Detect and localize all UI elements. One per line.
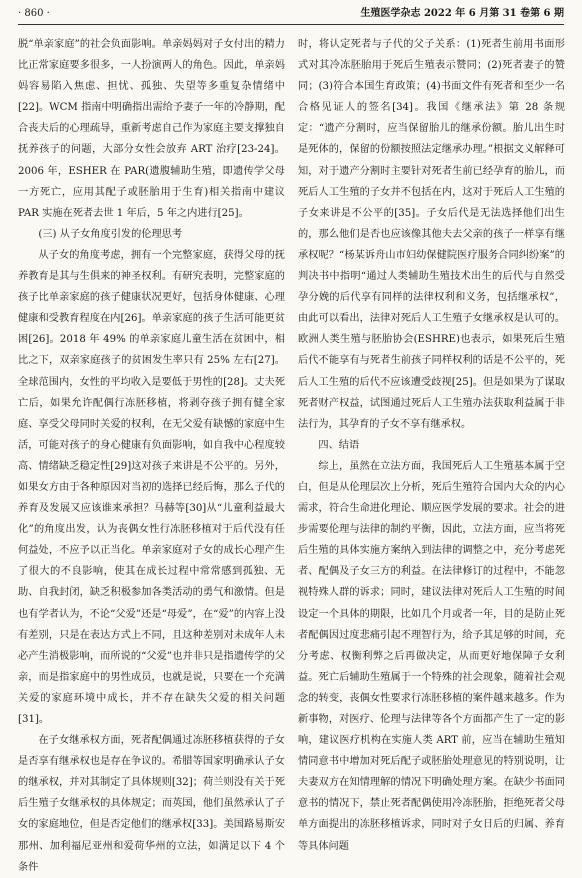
paragraph: 脱“单亲家庭”的社会负面影响。单亲妈妈对子女付出的精力比正常家庭要多很多，一人扮演两人的角色。因此，单亲妈妈容易陷入焦虑、担忧、孤独、失望等多重复杂情绪中[22]。WCM 指南中明确指出需给予妻子一年的冷静期，配合丧夫后的心理疏导，重新考虑自己作为家庭主要支撑独自抚养孩子的问题，大部分女性会放弃 ART 治疗[23-24]。2006 年，ESHER 在 PAR(遗腹辅助生殖，即遗传学父母一方死亡，应用其配子或胚胎用于生育)相关指南中建议 PAR 实施在死者去世 1 年后，5 年之内进行[25]。 xyxy=(18,39,285,219)
paragraph: 时，将认定死者与子代的父子关系：(1)死者生前用书面形式对其冷冻胚胎用于死后生殖表示赞同；(2)死者妻子的赞同；(3)符合本国生育政策；(4)书面文件有死者和至少一名合格见证人的签名[34]。我国《继承法》第 28 条规定：“遗产分割时，应当保留胎儿的继承份额。胎儿出生时是死体的，保留的份额按照法定继承办理。”根据文义解释可知，对于遗产分割时主要针对死者生前已经孕育的胎儿，而死后人工生殖的子女并不包括在内，这对于死后人工生殖的子女来讲是不公平的[35]。子女后代是无法选择他们出生的，那么他们是否也应该像其他夫去父亲的孩子一样享有继承权呢？“杨某诉舟山市妇幼保健院医疗服务合同纠纷案”的判决书中指明“通过人类辅助生殖技术出生的后代与自然受孕分娩的后代享有同样的法律权利和义务，包括继承权”，由此可以看出，法律对死后人工生殖子女继承权是认可的。欧洲人类生殖与胚胎协会(ESHRE)也表示，如果死后生殖后代不能享有与死者生前孩子同样权利的话是不公平的，死后人工生殖的后代不应该遭受歧视[25]。但是如果为了谋取死者财产权益，试图通过死后人工生殖办法获取利益属于非法行为，其孕育的子女不享有继承权。 xyxy=(298,39,565,430)
right-column xyxy=(298,34,565,857)
journal-info: 生殖医学杂志 2022 年 6 月第 31 卷第 6 期 xyxy=(360,8,564,19)
section-heading: (三) 从子女角度引发的伦理思考 xyxy=(38,228,183,240)
page-number: · 860 · xyxy=(18,8,50,19)
paragraph: 综上，虽然在立法方面，我国死后人工生殖基本属于空白，但是从伦理层次上分析，死后生殖符合国内大众的内心需求，符合生命进化理论、顺应医学发展的要求。社会的进步需要伦理与法律的制约平衡，因此，立法方面，应当将死后生殖的具体实施方案纳入到法律的调整之中，充分考虑死者、配偶及子女三方的利益。在法律修订的过程中，不能忽视特殊人群的诉求；同时，建议法律对死后人工生殖的时间设定一个具体的期限，比如几个月或者一年，目的是防止死者配偶因过度悲痛引起不理智行为，给予其足够的时间，充分考虑、权衡利弊之后再做决定，从而更好地保障子女利益。死亡后辅助生殖属于一个特殊的社会现象，随着社会观念的转变，丧偶女性要求行冻胚移植的案件越来越多。作为新事物，对医疗、伦理与法律等各个方面都产生了一定的影响，建议医疗机构在实施人类 ART 前，应当在辅助生殖知情同意书中增加对死后配子或胚胎处理意见的特别说明，让夫妻双方在知情理解的情况下明确处理方案。在缺少书面同意书的情况下，禁止死者配偶使用冷冻胚胎，拒绝死者父母单方面提出的冻胚移植诉求，同时对子女日后的归属、养育等具体问题 xyxy=(298,460,565,852)
paragraph: 从子女的角度考虑，拥有一个完整家庭，获得父母的抚养教育是其与生俱来的神圣权利。有研究表明，完整家庭的孩子比单亲家庭的孩子健康状况更好，包括身体健康、心理健康和受教育程度在内[26]。单亲家庭的孩子生活可能更贫困[26]。2018 年 49% 的单亲家庭儿童生活在贫困中，相比之下，双亲家庭孩子的贫困发生率只有 25% 左右[27]。全球范围内，女性的平均收入是要低于男性的[28]。丈夫死亡后，如果允许配偶行冻胚移植，将剥夺孩子拥有健全家庭、享受父母同时关爱的权利，在无父爱有缺憾的家庭中生活，可能对孩子的身心健康有负面影响，如自我中心程度较高、情绪缺乏稳定性[29]这对孩子来讲是不公平的。另外，如果女方由于各种原因对当初的选择已经后悔，那么子代的养育及发展又应该谁来承担？马赫等[30]从“儿童利益最大化”的角度出发，认为丧偶女性行冻胚移植对于后代没有任何益处，不应予以正当化。单亲家庭对子女的成长心理产生了很大的不良影响，使其在成长过程中常常感到孤独、无助、自我封闭，缺乏积极参加各类活动的勇气和激情。但是也有学者认为，不论“父爱”还是“母爱”，在“爱”的内容上没有差别，只是在表达方式上不同，且这种差别对未成年人未必产生消极影响，而所说的“父爱”也并非只是指遗传学的父亲，而是指家庭中的男性成员，也就是说，只要在一个充满关爱的家庭环境中成长，并不存在缺失父爱的相关问题[31]。 xyxy=(18,249,285,725)
section-heading: 四、结语 xyxy=(318,439,360,451)
left-column xyxy=(18,34,285,878)
page-header xyxy=(18,4,564,25)
paragraph: 在子女继承权方面，死者配偶通过冻胚移植获得的子女是否享有继承权也是存在争议的。希腊等国家明确承认子女的继承权，并对其制定了具体规则[32]；荷兰则没有关于死后生殖子女继承权的具体规定；而英国，他们虽然承认了子女的家庭地位，但是否定他们的继承权[33]。美国路易斯安那州、加利福尼亚州和爱荷华州的立法，如满足以下 4 个条件 xyxy=(18,735,285,873)
